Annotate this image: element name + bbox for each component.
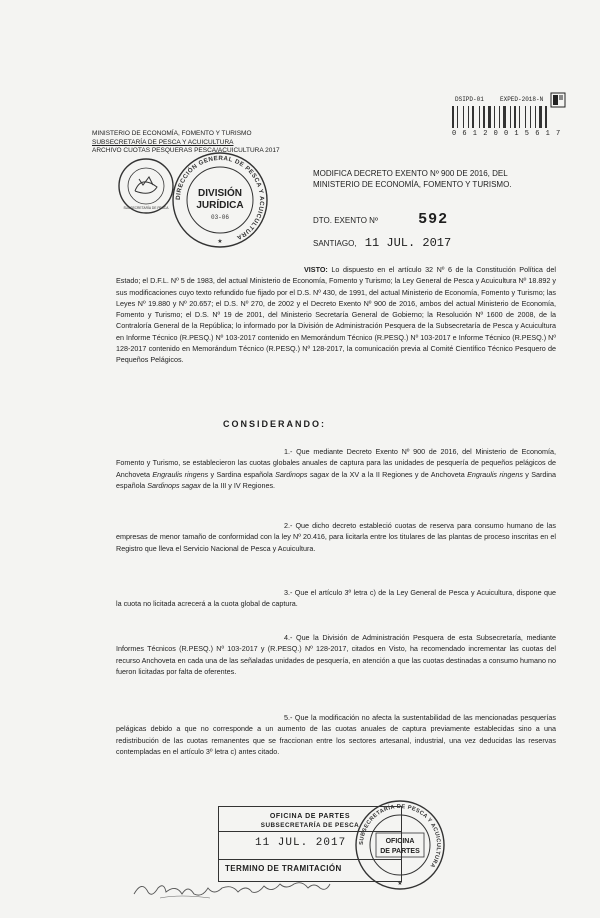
considerando-paragraph-1 <box>116 446 556 491</box>
header-line-archive: ARCHIVO CUOTAS PESQUERAS PESCA/ACUICULTURA 2017 <box>92 147 280 154</box>
barcode-bar <box>463 106 464 128</box>
oficina-date: 11 JUL. 2017 <box>255 837 347 849</box>
p1-species-3: Engraulis ringens <box>467 469 523 479</box>
division-stamp-line2: JURÍDICA <box>196 200 244 211</box>
barcode-bar <box>494 106 495 128</box>
visto-text: Lo dispuesto en el artículo 32 Nº 6 de la Constitución Política del Estado; el D.F.L. Nº 5 de 1983, del actual Ministerio de Economía, Fomento y Turismo; la Ley General de Pesca y Acuicultura Nº 18.892 y sus modificaciones cuyo texto refundido fue fijado por el D.S. Nº 430, de 1991, del actual Ministerio de Economía, Fomento y Turismo; las Leyes Nº 19.880 y Nº 20.657; el D.S. Nº 270, de 2002 y el Decreto Exento Nº 900 de 2016, ambos del actual Ministerio de Economía, Fomento y Turismo; el D.S. Nº 19 de 2001, del Ministerio Secretaría General de Gobierno; la Resolución Nº 1600 de 2008, de la Contraloría General de la República; lo informado por la División de Administración Pesquera de la Subsecretaría de Pesca y Acuicultura en Informe Técnico (R.PESQ.) Nº 103-2017 contenido en Memorándum Técnico (R.PESQ.) Nº 103-2017 e Informe Técnico (R.PESQ.) Nº 128-2017 contenido en Memorándum Técnico (R.PESQ.) Nº 128-2017, la comunicación previa al Comité Científico Técnico Pesquero de Pequeños Pelágicos. <box>116 265 557 365</box>
date-label: SANTIAGO, <box>313 239 357 248</box>
decree-number: 592 <box>418 211 449 228</box>
p1-text-d: y Sardina española <box>116 469 557 490</box>
svg-text:★: ★ <box>397 881 403 887</box>
header-line-ministry: MINISTERIO DE ECONOMÍA, FOMENTO Y TURISMO <box>92 130 252 137</box>
visto-paragraph <box>116 264 556 366</box>
barcode <box>452 106 572 142</box>
visto-label: VISTO: <box>304 265 328 274</box>
round-seal-text: SUBSECRETARÍA DE PESCA <box>123 206 169 210</box>
barcode-bar <box>468 106 469 128</box>
barcode-bars <box>452 106 572 128</box>
p3-lead: 3.- Que el artículo 3º letra c) de la Ley General de <box>284 588 447 597</box>
oficina-status: TERMINO DE TRAMITACIÓN <box>225 864 342 873</box>
p1-text-b: y Sardina española <box>210 469 273 479</box>
decree-label: DTO. EXENTO Nº <box>313 216 378 225</box>
round-seal-stamp <box>117 157 175 215</box>
considerando-paragraph-4 <box>116 632 556 677</box>
date-value: 11 JUL. 2017 <box>364 236 452 250</box>
svg-text:★: ★ <box>217 239 223 245</box>
oficial-stamp-line1: OFICINA <box>385 838 415 845</box>
barcode-bar <box>503 106 506 128</box>
oficial-stamp-line2: DE PARTES <box>380 848 420 855</box>
barcode-bar <box>472 106 474 128</box>
barcode-bar <box>457 106 458 128</box>
barcode-bar <box>452 106 454 128</box>
p2-lead: 2.- Que dicho decreto estableció cuotas de <box>284 521 427 530</box>
division-stamp-line1: DIVISIÓN <box>198 188 242 199</box>
barcode-bar <box>483 106 485 128</box>
p5-lead: 5.- Que la modificación no afecta la sustentabilidad <box>284 713 451 722</box>
p3-text: Pesca y Acuicultura, dispone que la cuota no licitada acrecerá a la cuota global de captura. <box>116 588 557 609</box>
oficina-subtitle: SUBSECRETARÍA DE PESCA <box>260 822 360 829</box>
header-line-subsecretaria: SUBSECRETARÍA DE PESCA Y ACUICULTURA <box>92 138 234 146</box>
p1-text-c: de la XV a la II Regiones y de Anchoveta <box>331 469 465 479</box>
barcode-bar <box>519 106 520 128</box>
barcode-bar <box>530 106 531 128</box>
barcode-bar <box>499 106 500 128</box>
division-stamp-ring-text: DIRECCIÓN GENERAL DE PESCA Y ACUICULTURA <box>174 154 266 242</box>
decree-date-line <box>313 236 451 250</box>
p5-text: de las mencionadas pesquerías pelágicas debido a que no corresponde a un aumento de las cuotas anuales de captura previamente establecidas sino a una redistribución de las cuotas remanentes que se fraccionan entre los sectores artesanal, industrial, una vez deducidas las reservas contempladas en el artículo 3º letra c) antes citado. <box>116 713 556 756</box>
division-stamp-line3: 03-06 <box>210 214 230 221</box>
considerando-paragraph-2 <box>116 520 556 554</box>
p1-text-a: 2016, del Ministerio de Economía, Fomento y Turismo, se establecieron las cuotas globales anuales de captura para las unidades de pesquería de pequeños pelágicos de Anchoveta <box>116 447 556 479</box>
oficial-stamp-ring-text: SUBSECRETARÍA DE PESCA Y ACUICULTURA <box>358 803 442 869</box>
barcode-bar <box>525 106 526 128</box>
barcode-bar <box>510 106 511 128</box>
decree-reference: MODIFICA DECRETO EXENTO Nº 900 DE 2016, DEL MINISTERIO DE ECONOMÍA, FOMENTO Y TURISMO. <box>313 169 512 189</box>
top-code-right: EXPED-2018-N <box>500 96 544 103</box>
p1-text-e: de la III y IV Regiones. <box>202 480 276 490</box>
barcode-bar <box>535 106 536 128</box>
considerando-heading: CONSIDERANDO: <box>223 419 327 429</box>
p1-species-4: Sardinops sagax <box>147 480 201 490</box>
division-juridica-stamp <box>170 150 270 250</box>
top-code-left: DSIPD-01 <box>455 96 484 103</box>
p1-lead: 1.- Que mediante Decreto Exento Nº 900 de <box>284 447 437 456</box>
p4-lead: 4.- Que la División de Administración Pesquera de <box>284 633 456 642</box>
handwritten-signature <box>130 876 360 902</box>
barcode-bar <box>539 106 542 128</box>
oficina-partes-round-stamp <box>352 797 448 893</box>
barcode-bar <box>488 106 491 128</box>
decree-number-line <box>313 211 448 228</box>
p1-species-2: Sardinops sagax <box>275 469 330 479</box>
p4-text: esta Subsecretaría, mediante Informes Técnicos (R.PESQ.) Nº 103-2017 y (R.PESQ.) Nº 128-2017, citados en Visto, ha recomendado incrementar las cuotas del recurso Anchoveta en cada una de las señaladas unidades de pesquería, en atención a que las cuotas destinadas a consumo humano no fueron licitadas por falta de oferentes. <box>116 633 557 676</box>
barcode-number: 0 6 1 2 0 0 1 5 6 1 7 <box>452 130 562 138</box>
considerando-paragraph-3 <box>116 587 556 610</box>
p2-text: reserva para consumo humano de las empresas de menor tamaño de conformidad con la ley Nº 20.416, para licitarla entre los titulares de las plantas de proceso inscritas en el Registro que lleva el Servicio Nacional de Pesca y Acuicultura. <box>116 521 556 553</box>
barcode-bar <box>479 106 480 128</box>
p1-species-1: Engraulis ringens <box>152 469 209 479</box>
oficina-title: OFICINA DE PARTES <box>269 813 351 820</box>
considerando-paragraph-5 <box>116 712 556 757</box>
barcode-bar <box>545 106 547 128</box>
barcode-bar <box>514 106 516 128</box>
